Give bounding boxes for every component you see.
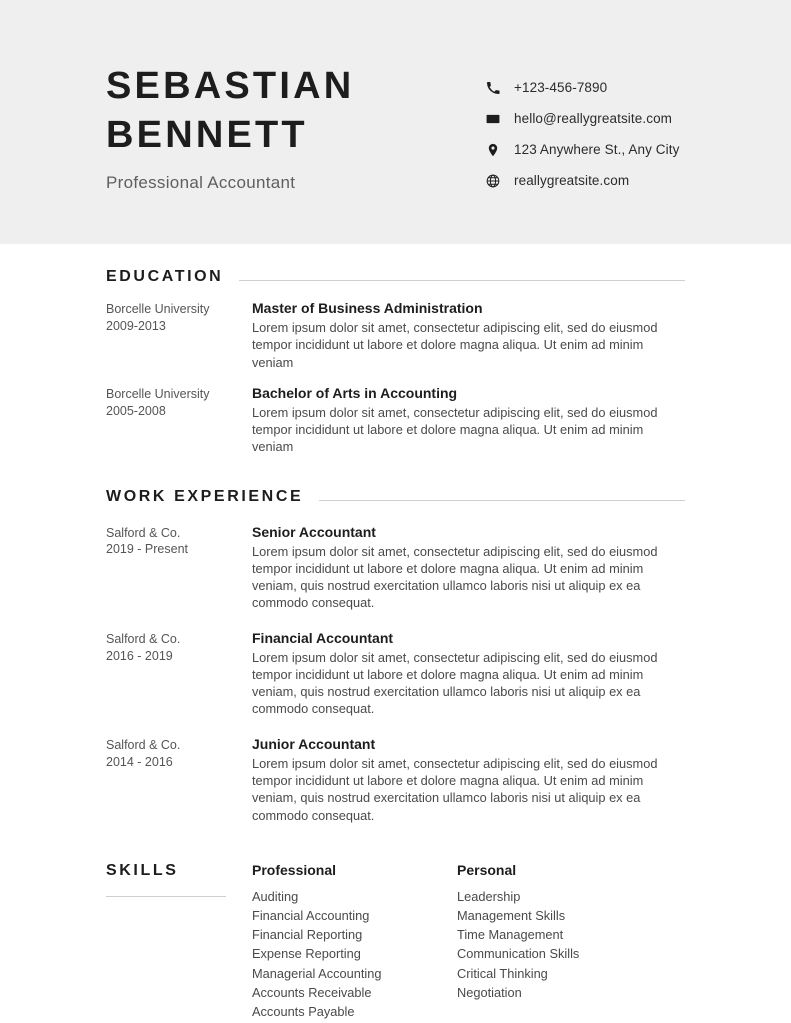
skills-column-professional <box>252 862 457 1021</box>
work-entry-dates: 2014 - 2016 <box>106 754 173 769</box>
work-entry-desc: Lorem ipsum dolor sit amet, consectetur adipiscing elit, sed do eiusmod tempor incididunt ut labore et dolore magna aliqua. Ut enim ad minim veniam, quis nostrud exercitation ullamco laboris nisi ut aliquip ex ea commodo consequat. <box>252 755 658 823</box>
work-entry <box>106 736 685 824</box>
skills-column-personal <box>457 862 662 1021</box>
work-entry-org: Salford & Co. <box>106 525 181 540</box>
education-title: EDUCATION <box>106 268 224 285</box>
skill-item: Financial Accounting <box>252 907 370 923</box>
skill-item: Accounts Receivable <box>252 984 372 1000</box>
education-entry <box>106 385 685 456</box>
education-entry-meta <box>106 300 252 371</box>
education-entry-desc: Lorem ipsum dolor sit amet, consectetur adipiscing elit, sed do eiusmod tempor incididunt ut labore et dolore magna aliqua. Ut enim ad minim veniam <box>252 320 658 370</box>
work-entry-desc: Lorem ipsum dolor sit amet, consectetur adipiscing elit, sed do eiusmod tempor incididunt ut labore et dolore magna aliqua. Ut enim ad minim veniam, quis nostrud exercitation ullamco laboris nisi ut aliquip ex ea commodo consequat. <box>252 543 658 611</box>
contact-list <box>486 80 791 204</box>
section-work-experience <box>106 488 685 824</box>
work-entry-body <box>252 736 685 824</box>
work-entry <box>106 524 685 612</box>
work-entry-title: Financial Accountant <box>252 629 394 646</box>
job-title: Professional Accountant <box>106 173 296 193</box>
work-entry-meta <box>106 524 252 612</box>
header-identity <box>106 62 466 193</box>
contact-email-text: hello@reallygreatsite.com <box>514 111 673 126</box>
education-entry-org: Borcelle University <box>106 386 210 401</box>
skills-list-professional <box>252 887 457 1021</box>
skill-item: Leadership <box>457 888 521 904</box>
last-name: BENNETT <box>106 113 308 156</box>
contact-email <box>486 111 791 126</box>
section-education <box>106 268 685 456</box>
skills-list-personal <box>457 887 662 1002</box>
skill-item: Management Skills <box>457 907 566 923</box>
education-entry-dates: 2009-2013 <box>106 318 166 333</box>
work-entry-org: Salford & Co. <box>106 737 181 752</box>
skill-item: Accounts Payable <box>252 1003 355 1019</box>
education-entry-title: Bachelor of Arts in Accounting <box>252 384 458 401</box>
education-heading <box>106 268 685 286</box>
skills-divider <box>106 896 226 897</box>
section-skills <box>106 862 685 1021</box>
contact-website <box>486 173 791 188</box>
skill-item: Negotiation <box>457 984 522 1000</box>
education-entry-body <box>252 300 685 371</box>
skill-item: Managerial Accounting <box>252 965 382 981</box>
skills-column-heading: Professional <box>252 861 337 878</box>
contact-address-text: 123 Anywhere St., Any City <box>514 142 680 157</box>
skills-title: SKILLS <box>106 861 179 879</box>
skills-layout <box>106 862 685 1021</box>
contact-address <box>486 142 791 157</box>
skill-item: Expense Reporting <box>252 946 361 962</box>
work-entry-title: Senior Accountant <box>252 523 376 540</box>
work-entry-body <box>252 630 685 718</box>
education-entry-title: Master of Business Administration <box>252 300 483 316</box>
skill-item: Time Management <box>457 927 564 943</box>
work-entry-desc: Lorem ipsum dolor sit amet, consectetur adipiscing elit, sed do eiusmod tempor incididunt ut labore et dolore magna aliqua. Ut enim ad minim veniam, quis nostrud exercitation ullamco laboris nisi ut aliquip ex ea commodo consequat. <box>252 649 658 717</box>
work-divider <box>319 500 685 501</box>
education-entry-org: Borcelle University <box>106 302 210 316</box>
skills-heading <box>106 862 252 1021</box>
phone-icon <box>486 81 514 95</box>
work-entry-meta <box>106 736 252 824</box>
resume-header <box>0 0 791 244</box>
skill-item: Auditing <box>252 888 299 904</box>
contact-website-text: reallygreatsite.com <box>514 173 630 188</box>
skill-item: Financial Reporting <box>252 927 363 943</box>
work-entry-title: Junior Accountant <box>252 735 376 752</box>
education-entry-body <box>252 385 685 456</box>
contact-phone-text: +123-456-7890 <box>514 80 608 95</box>
skill-item: Communication Skills <box>457 946 580 962</box>
envelope-icon <box>486 112 514 126</box>
globe-icon <box>486 174 514 188</box>
work-entry-org: Salford & Co. <box>106 631 181 646</box>
work-entry-meta <box>106 630 252 718</box>
work-entry-dates: 2019 - Present <box>106 542 188 557</box>
education-entry-desc: Lorem ipsum dolor sit amet, consectetur adipiscing elit, sed do eiusmod tempor incididunt ut labore et dolore magna aliqua. Ut enim ad minim veniam <box>252 404 658 455</box>
education-entry-dates: 2005-2008 <box>106 403 166 418</box>
first-name: SEBASTIAN <box>106 65 355 107</box>
work-entry-body <box>252 524 685 612</box>
skill-item: Critical Thinking <box>457 965 548 981</box>
work-entry <box>106 630 685 718</box>
resume-body <box>0 244 791 1021</box>
skills-column-heading: Personal <box>457 861 517 878</box>
education-divider <box>239 280 685 281</box>
contact-phone <box>486 80 791 95</box>
work-entry-dates: 2016 - 2019 <box>106 648 173 663</box>
education-entry <box>106 300 685 371</box>
work-title: WORK EXPERIENCE <box>106 487 304 505</box>
education-entry-meta <box>106 385 252 456</box>
location-pin-icon <box>486 143 514 157</box>
work-heading <box>106 488 685 506</box>
